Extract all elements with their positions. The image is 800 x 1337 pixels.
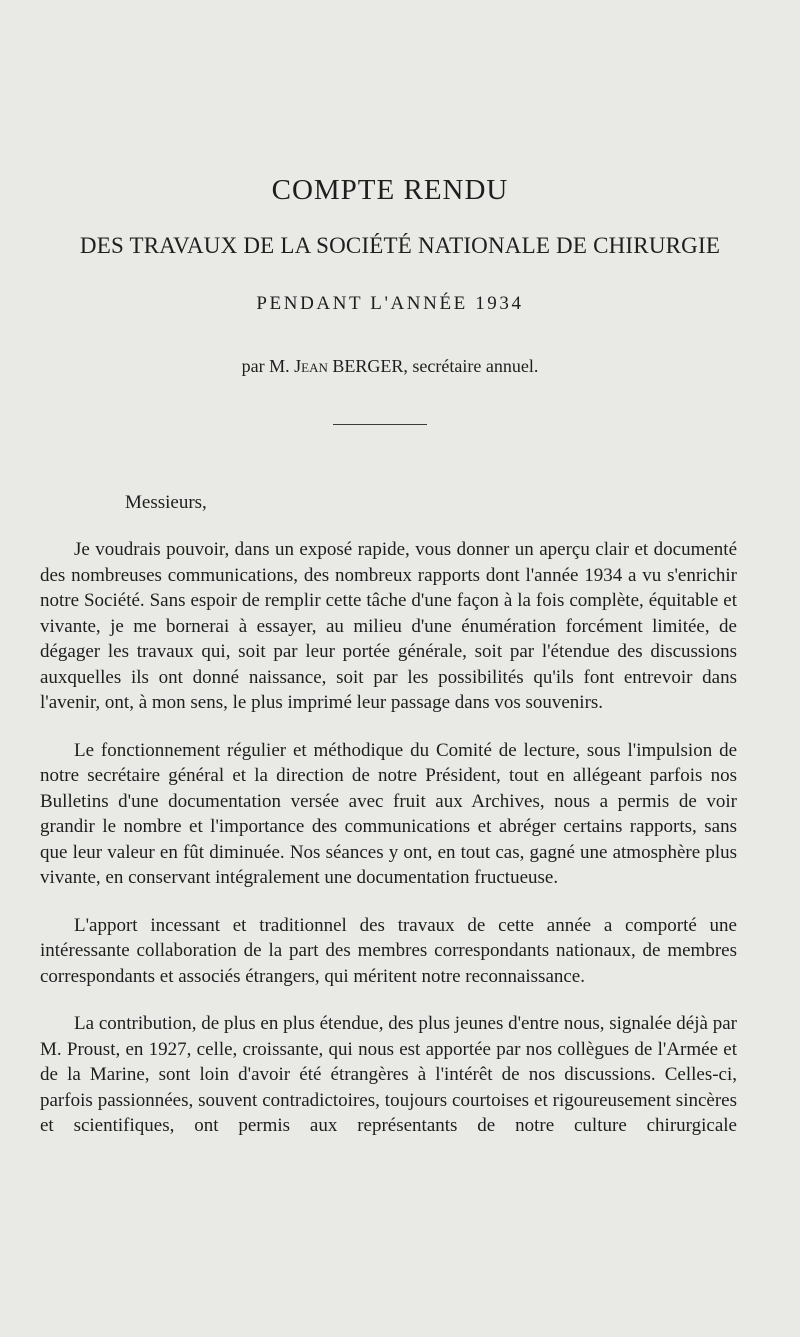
body-text: [40, 537, 737, 1161]
author-byline: [0, 354, 780, 378]
paragraph-2: Le fonctionnement régulier et méthodique du Comité de lecture, sous l'impulsion de notre secrétaire général et la direction de notre Président, tout en allégeant parfois nos Bulletins d'une documentation versée avec fruit aux Archives, nous a permis de voir grandir le nombre et l'importance des communications et abréger certains rapports, sans que leur valeur en fût diminuée. Nos séances y ont, en tout cas, gagné une atmosphère plus vivante, en conservant intégralement une documentation fructueuse.: [40, 739, 737, 888]
salutation: Messieurs,: [125, 492, 207, 513]
document-title: COMPTE RENDU: [271, 174, 509, 206]
byline-first-name: Jean: [294, 356, 328, 376]
separator-rule: [333, 424, 427, 425]
paragraph-1: Je voudrais pouvoir, dans un exposé rapide, vous donner un aperçu clair et documenté des nombreuses communications, des nombreux rapports dont l'année 1934 a vu s'enrichir notre Société. Sans espoir de remplir cette tâche d'une façon à la fois complète, équitable et vivante, je me bornerai à essayer, au milieu d'une énumération forcément limitée, de dégager les travaux qui, soit par leur portée générale, soit par l'étendue des discussions auxquelles ils ont donné naissance, soit par les possibilités qu'ils font entrevoir dans l'avenir, ont, à mon sens, le plus imprimé leur passage dans vos souvenirs.: [40, 539, 737, 713]
byline-rest: BERGER, secrétaire annuel.: [327, 356, 539, 376]
document-period: PENDANT L'ANNÉE 1934: [256, 293, 524, 314]
paragraph-4: La contribution, de plus en plus étendue, des plus jeunes d'entre nous, signalée déjà par M. Proust, en 1927, celle, croissante, qui nous est apportée par nos collègues de l'Armée et de la Marine, sont loin d'avoir été étrangères à l'intérêt de nos discussions. Celles-ci, parfois passionnées, souvent contradictoires, toujours courtoises et rigoureusement sincères et scientifiques, ont permis aux représentants de notre culture chirurgicale: [40, 1013, 737, 1136]
byline-prefix: par M.: [241, 356, 295, 376]
document-subtitle: DES TRAVAUX DE LA SOCIÉTÉ NATIONALE DE CHIRURGIE: [79, 233, 721, 258]
paragraph-3: L'apport incessant et traditionnel des travaux de cette année a comporté une intéressante collaboration de la part des membres correspondants nationaux, de membres correspondants et associés étrangers, qui méritent notre reconnaissance.: [40, 914, 737, 987]
